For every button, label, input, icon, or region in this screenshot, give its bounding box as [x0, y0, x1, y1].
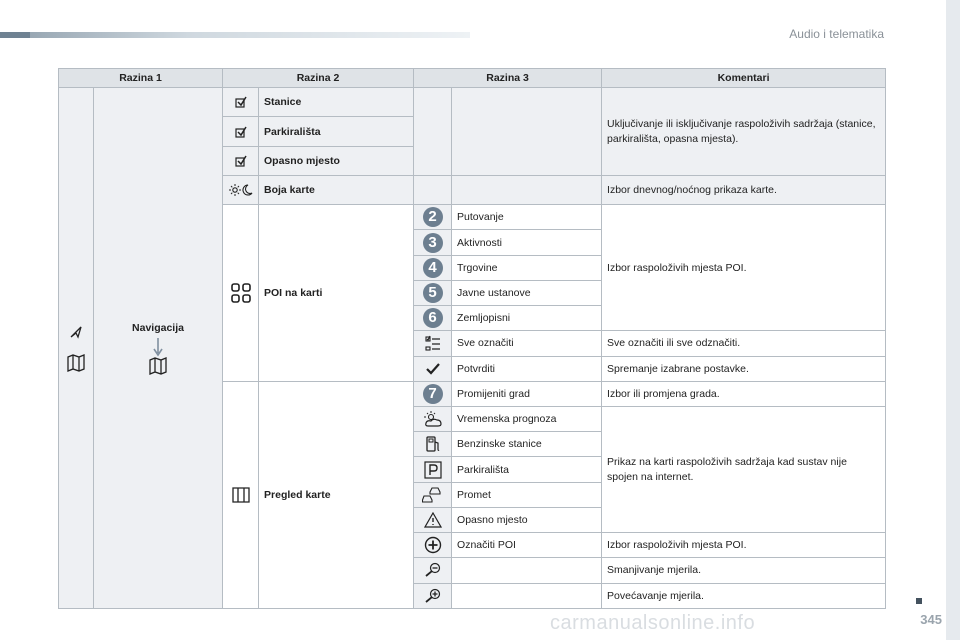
daynight-icon-cell — [223, 175, 259, 204]
level1-label: Navigacija — [132, 321, 184, 334]
zoom-out-comment: Smanjivanje mjerila. — [602, 558, 886, 583]
poi-item-zemljopisni[interactable]: Zemljopisni — [452, 306, 602, 331]
traffic-icon-cell — [414, 482, 452, 507]
poi-num-cell — [414, 306, 452, 331]
navigation-arrow-icon — [68, 324, 84, 340]
fuel-icon-cell — [414, 432, 452, 457]
map-view-item-traffic[interactable]: Promet — [452, 482, 602, 507]
parking-icon — [424, 461, 442, 479]
layer-item-stanice[interactable]: Stanice — [259, 88, 414, 117]
map-view-items-comment: Prikaz na karti raspoloživih sadržaja kad sustav nije spojen na internet. — [602, 406, 886, 532]
map-view-label[interactable]: Pregled karte — [259, 381, 414, 608]
day-night-icon — [228, 183, 254, 197]
weather-icon-cell — [414, 406, 452, 431]
map-view-icon-cell — [223, 381, 259, 608]
poi-label[interactable]: POI na karti — [259, 205, 414, 382]
confirm-comment: Spremanje izabrane postavke. — [602, 356, 886, 381]
zoom-in-icon[interactable] — [423, 588, 443, 604]
layer-checkbox-cell — [223, 146, 259, 175]
change-city-num-cell — [414, 381, 452, 406]
poi-num-cell — [414, 205, 452, 230]
confirm-label[interactable]: Potvrditi — [452, 356, 602, 381]
select-all-icon — [425, 335, 441, 351]
zoom-in-icon-cell — [414, 583, 452, 608]
select-all-comment: Sve označiti ili sve odznačiti. — [602, 331, 886, 356]
select-all-label[interactable]: Sve označiti — [452, 331, 602, 356]
map-view-item-parking[interactable]: Parkirališta — [452, 457, 602, 482]
select-all-icon-cell — [414, 331, 452, 356]
mark-poi-comment: Izbor raspoloživih mjesta POI. — [602, 533, 886, 558]
warning-icon — [424, 512, 442, 528]
layer-checkbox-cell — [223, 88, 259, 117]
col-header-level2: Razina 2 — [223, 69, 414, 88]
menu-table — [58, 68, 886, 609]
mark-poi-icon-cell — [414, 533, 452, 558]
map-icon — [66, 354, 86, 372]
poi-item-putovanje[interactable]: Putovanje — [452, 205, 602, 230]
empty-cell — [414, 175, 452, 204]
zoom-out-icon-cell — [414, 558, 452, 583]
page-number: 345 — [920, 612, 942, 627]
layer-item-parkiralista[interactable]: Parkirališta — [259, 117, 414, 146]
mark-poi-label[interactable]: Označiti POI — [452, 533, 602, 558]
section-title: Audio i telematika — [789, 27, 884, 41]
checkbox-icon — [235, 96, 247, 108]
down-arrow-icon — [152, 337, 164, 357]
number-badge: 7 — [423, 384, 443, 404]
poi-icon — [230, 282, 252, 304]
map-color-comment: Izbor dnevnog/noćnog prikaza karte. — [602, 175, 886, 204]
empty-cell — [414, 88, 452, 176]
empty-cell — [452, 175, 602, 204]
poi-item-trgovine[interactable]: Trgovine — [452, 255, 602, 280]
empty-cell — [452, 88, 602, 176]
change-city-label[interactable]: Promijeniti grad — [452, 381, 602, 406]
empty-cell — [452, 583, 602, 608]
table-header-row — [59, 69, 886, 88]
number-badge: 6 — [423, 308, 443, 328]
checkbox-icon — [235, 155, 247, 167]
checkmark-icon — [426, 363, 440, 375]
page-marker — [916, 598, 922, 604]
map-view-item-fuel[interactable]: Benzinske stanice — [452, 432, 602, 457]
poi-num-cell — [414, 230, 452, 255]
weather-icon — [423, 411, 443, 427]
watermark: carmanualsonline.info — [550, 612, 756, 634]
checkbox-icon — [235, 126, 247, 138]
number-badge: 3 — [423, 233, 443, 253]
map-view-icon — [231, 486, 251, 504]
number-badge: 2 — [423, 207, 443, 227]
poi-icon-cell — [223, 205, 259, 382]
col-header-level1: Razina 1 — [59, 69, 223, 88]
fuel-station-icon — [425, 435, 441, 453]
add-circle-icon — [424, 536, 442, 554]
number-badge: 4 — [423, 258, 443, 278]
confirm-icon-cell — [414, 356, 452, 381]
map-color-label[interactable]: Boja karte — [259, 175, 414, 204]
layer-item-opasno-mjesto[interactable]: Opasno mjesto — [259, 146, 414, 175]
map-view-item-danger[interactable]: Opasno mjesto — [452, 507, 602, 532]
map-view-item-weather[interactable]: Vremenska prognoza — [452, 406, 602, 431]
parking-icon-cell — [414, 457, 452, 482]
col-header-comments: Komentari — [602, 69, 886, 88]
empty-cell — [452, 558, 602, 583]
layers-comment: Uključivanje ili isključivanje raspoloživih sadržaja (stanice, parkirališta, opasna mjesta). — [602, 88, 886, 176]
layer-checkbox-cell — [223, 117, 259, 146]
col-header-level3: Razina 3 — [414, 69, 602, 88]
zoom-in-comment: Povećavanje mjerila. — [602, 583, 886, 608]
level1-icons-cell — [59, 88, 94, 609]
traffic-icon — [422, 486, 444, 504]
zoom-out-icon[interactable] — [423, 562, 443, 578]
danger-icon-cell — [414, 507, 452, 532]
page-edge-strip — [946, 0, 960, 640]
poi-num-cell — [414, 255, 452, 280]
poi-item-javne-ustanove[interactable]: Javne ustanove — [452, 280, 602, 305]
poi-comment: Izbor raspoloživih mjesta POI. — [602, 205, 886, 331]
header-bar-accent — [0, 32, 30, 38]
map-icon — [148, 357, 168, 375]
header-bar — [0, 32, 470, 38]
poi-num-cell — [414, 280, 452, 305]
change-city-comment: Izbor ili promjena grada. — [602, 381, 886, 406]
level1-navigation-cell — [94, 88, 223, 609]
poi-item-aktivnosti[interactable]: Aktivnosti — [452, 230, 602, 255]
number-badge: 5 — [423, 283, 443, 303]
